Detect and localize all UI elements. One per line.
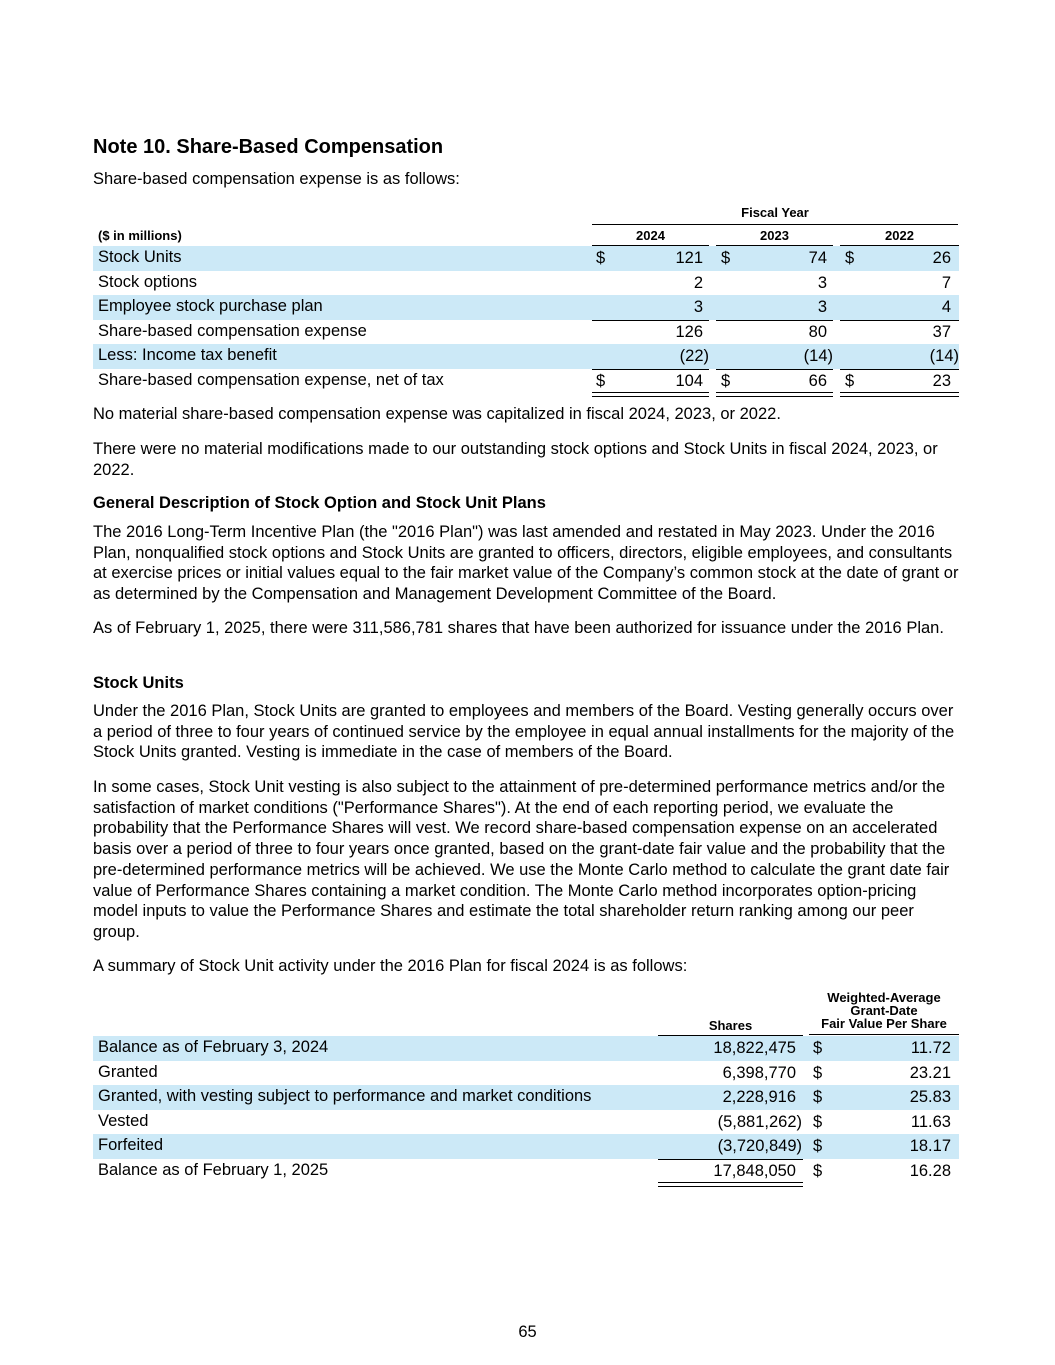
fair-value-column-header [809,991,959,1035]
year-header-2022: 2022 [840,228,959,246]
fair-value-header-line: Grant-Date [850,1003,918,1018]
value-2022: 23 [932,371,951,390]
row-label: Forfeited [98,1136,164,1154]
value-2022: 4 [941,298,951,316]
currency-symbol: $ [813,1112,823,1131]
shares-value: 6,398,770 [722,1063,796,1082]
row-label: Share-based compensation expense [98,321,367,340]
currency-symbol: $ [813,1039,823,1057]
intro-text: Share-based compensation expense is as follows: [93,170,460,188]
total-double-rule [658,1182,803,1187]
currency-symbol: $ [845,371,855,390]
value-2022: 26 [932,249,951,267]
value-2023: 3 [817,298,827,316]
year-header-2023: 2023 [716,228,833,246]
value-2024: 104 [675,371,703,390]
paragraph-modifications: There were no material modifications made to our outstanding stock options and Stock Units in fiscal 2024, 2023, or 2022. [93,440,938,479]
shares-column-header: Shares [658,1018,803,1036]
total-double-rule [840,392,959,397]
table-row [93,344,959,369]
value-2024: 3 [693,298,703,316]
note-title: Note 10. Share-Based Compensation [93,136,444,158]
currency-symbol: $ [813,1137,823,1155]
paragraph-vesting: Under the 2016 Plan, Stock Units are granted to employees and members of the Board. Vesting generally occurs over a period of three to four years of continued service by the employee in equal annual installments for the majority of the Stock Units granted. Vesting is immediate in the case of members of the Board. [93,702,955,762]
value-2022: (14) [929,347,959,365]
row-label: Granted, with vesting subject to performance and market conditions [98,1087,592,1105]
unit-label: ($ in millions) [98,228,182,243]
value-2022: 7 [941,273,951,292]
value-2024: 121 [675,249,703,267]
currency-symbol: $ [813,1088,823,1106]
value-2023: 66 [808,371,827,390]
row-label: Stock Units [98,248,182,266]
fair-value: 11.72 [910,1039,951,1057]
total-double-rule [716,392,833,397]
row-label: Balance as of February 1, 2025 [98,1160,329,1179]
currency-symbol: $ [596,249,606,267]
table-row [93,246,959,271]
shares-value: 2,228,916 [722,1088,796,1106]
section-heading-general: General Description of Stock Option and Stock Unit Plans [93,494,546,512]
shares-value: 18,822,475 [713,1039,796,1057]
fair-value: 18.17 [909,1137,951,1155]
currency-symbol: $ [813,1161,823,1180]
paragraph-summary-intro: A summary of Stock Unit activity under the 2016 Plan for fiscal 2024 is as follows: [93,957,688,975]
currency-symbol: $ [596,371,606,390]
shares-value: 17,848,050 [713,1161,796,1180]
table-row [93,1085,959,1110]
fair-value-header-line: Fair Value Per Share [821,1016,947,1031]
table-row [93,271,959,296]
year-header-2024: 2024 [592,228,709,246]
fair-value: 11.63 [910,1112,951,1131]
value-2023: (14) [803,347,833,365]
paragraph-authorized-shares: As of February 1, 2025, there were 311,586,781 shares that have been authorized for issuance under the 2016 Plan. [93,619,944,637]
table-row [93,1134,959,1159]
currency-symbol: $ [721,249,731,267]
page-number: 65 [518,1323,537,1341]
value-2023: 80 [808,322,827,341]
fair-value: 16.28 [909,1161,951,1180]
fair-value: 25.83 [909,1088,951,1106]
total-double-rule [592,392,709,397]
value-2023: 3 [817,273,827,292]
row-label: Share-based compensation expense, net of tax [98,370,444,389]
shares-value: (5,881,262) [717,1112,802,1131]
table-row [93,1159,959,1184]
row-label: Vested [98,1111,149,1130]
value-2024: (22) [679,347,709,365]
row-label: Balance as of February 3, 2024 [98,1038,329,1056]
value-2024: 126 [675,322,703,341]
table-row [93,320,959,345]
value-2022: 37 [932,322,951,341]
fair-value-header-line: Weighted-Average [827,990,941,1005]
currency-symbol: $ [813,1063,823,1082]
paragraph-performance-shares: In some cases, Stock Unit vesting is also subject to the attainment of pre-determined performance metrics and/or the satisfaction of market conditions ("Performance Shares"). At the end of each reporting period, we evaluate the probability that the Performance Shares will vest. We record share-based compensation expense on an accelerated basis over a period of three to four years once granted, based on the grant-date fair value and the probability that the pre-determined performance metrics will be achieved. We use the Monte Carlo method to calculate the grant date fair value of Performance Shares containing a market condition. The Monte Carlo method incorporates option-pricing model inputs to value the Performance Shares and estimate the total shareholder return ranking among our peer group. [93,778,950,941]
value-2024: 2 [693,273,703,292]
table-row [93,295,959,320]
row-label: Less: Income tax benefit [98,346,277,364]
row-label: Employee stock purchase plan [98,297,323,315]
table-row [93,1061,959,1086]
table-row [93,1036,959,1061]
paragraph-plan-description: The 2016 Long-Term Incentive Plan (the "2016 Plan") was last amended and restated in May 2023. Under the 2016 Plan, nonqualified stock options and Stock Units are granted to officers, directors, eligible employees, and consultants at exercise prices or initial values equal to the fair market value of the Company’s common stock at the date of grant or as determined by the Compensation and Management Development Committee of the Board. [93,523,959,604]
fiscal-year-header: Fiscal Year [592,205,958,225]
shares-value: (3,720,849) [717,1137,802,1155]
value-2023: 74 [808,249,827,267]
table-row [93,369,959,394]
row-label: Granted [98,1062,158,1081]
table-row [93,1110,959,1135]
currency-symbol: $ [845,249,855,267]
fair-value: 23.21 [909,1063,951,1082]
currency-symbol: $ [721,371,731,390]
section-heading-stock-units: Stock Units [93,674,184,692]
paragraph-capitalized: No material share-based compensation expense was capitalized in fiscal 2024, 2023, or 2022. [93,405,781,423]
row-label: Stock options [98,272,198,291]
